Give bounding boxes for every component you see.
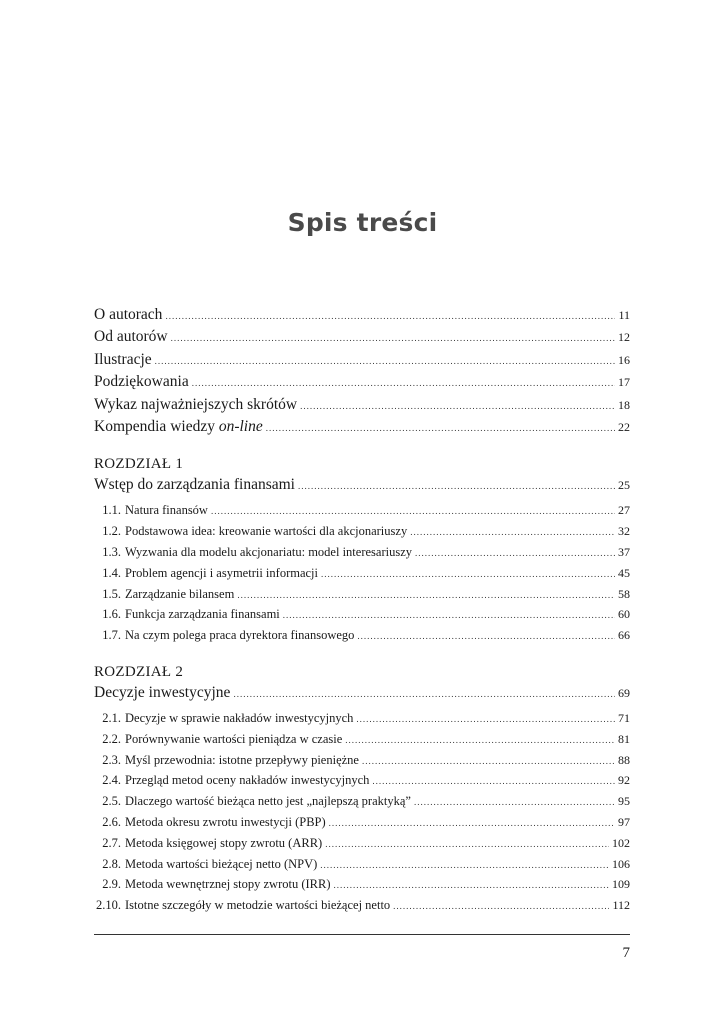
section-entry — [94, 500, 630, 521]
toc-entry-label: Od autorów — [94, 328, 168, 346]
section-number: 1.7. — [102, 628, 121, 643]
toc-entry-label: Podziękowania — [94, 373, 189, 391]
section-entry — [94, 708, 630, 729]
toc-entry-label: Ilustracje — [94, 350, 152, 368]
leader-dots — [321, 564, 615, 585]
section-title: Dlaczego wartość bieżąca netto jest „najlepszą praktyką” — [125, 794, 411, 809]
toc-entry-wykaz-skrotow — [94, 394, 630, 416]
section-page: 81 — [618, 731, 630, 746]
section-title: Metoda wartości bieżącej netto (NPV) — [125, 856, 318, 871]
section-entry — [94, 604, 630, 625]
section-page: 37 — [618, 544, 630, 559]
toc-entry-page: 17 — [618, 375, 630, 390]
section-title: Decyzje w sprawie nakładów inwestycyjnych — [125, 710, 354, 725]
section-entry — [94, 729, 630, 750]
leader-dots — [266, 417, 615, 439]
toc-entry-page: 11 — [618, 308, 630, 322]
leader-dots — [211, 501, 615, 522]
leader-dots — [233, 683, 615, 705]
leader-dots — [192, 372, 615, 394]
section-title: Przegląd metod oceny nakładów inwestycyjnych — [125, 773, 370, 788]
page-number: 7 — [622, 945, 630, 961]
section-entry — [94, 791, 630, 812]
section-title: Metoda wewnętrznej stopy zwrotu (IRR) — [125, 877, 331, 892]
section-page: 109 — [612, 877, 630, 892]
leader-dots — [345, 730, 615, 751]
leader-dots — [362, 751, 615, 772]
section-number: 2.4. — [102, 773, 121, 788]
toc-entry-page: 18 — [618, 397, 630, 412]
section-number: 2.7. — [102, 835, 121, 850]
leader-dots — [372, 771, 615, 792]
chapter-2-label: ROZDZIAŁ 2 — [94, 663, 184, 680]
section-number: 2.10. — [96, 898, 121, 913]
toc-entry-label: Wykaz najważniejszych skrótów — [94, 395, 298, 413]
chapter-1-label: ROZDZIAŁ 1 — [94, 456, 184, 473]
toc-entry-o-autorach — [94, 304, 630, 326]
chapter-title: Decyzje inwestycyjne — [94, 683, 231, 701]
leader-dots — [356, 709, 615, 730]
section-page: 92 — [618, 773, 630, 788]
leader-dots — [165, 305, 615, 327]
toc-entry-label — [94, 416, 263, 438]
section-title: Porównywanie wartości pieniądza w czasie — [125, 731, 343, 746]
section-entry — [94, 584, 630, 605]
section-page: 102 — [612, 835, 630, 850]
section-page: 97 — [618, 814, 630, 829]
section-title: Problem agencji i asymetrii informacji — [125, 565, 318, 580]
section-page: 106 — [612, 856, 630, 871]
toc-entry-page: 12 — [618, 330, 630, 345]
leader-dots — [155, 350, 615, 372]
section-number: 2.5. — [102, 794, 121, 809]
section-page: 95 — [618, 794, 630, 809]
section-number: 2.1. — [102, 710, 121, 725]
section-number: 1.6. — [102, 607, 121, 622]
chapter-page: 69 — [618, 685, 630, 700]
leader-dots — [171, 327, 615, 349]
section-page: 60 — [618, 607, 630, 622]
leader-dots — [283, 605, 615, 626]
section-page: 27 — [618, 503, 630, 518]
leader-dots — [334, 875, 610, 896]
toc-entry-page: 22 — [618, 419, 630, 434]
leader-dots — [237, 585, 615, 606]
section-page: 66 — [618, 628, 630, 643]
page-title: Spis treści — [287, 208, 438, 237]
section-number: 2.9. — [102, 877, 121, 892]
section-title: Zarządzanie bilansem — [125, 586, 235, 601]
chapter-page: 25 — [618, 478, 630, 493]
section-number: 1.1. — [102, 503, 121, 518]
section-page: 58 — [618, 586, 630, 601]
toc-entry-ilustracje — [94, 349, 630, 371]
section-number: 1.4. — [102, 565, 121, 580]
section-page: 88 — [618, 752, 630, 767]
leader-dots — [357, 626, 615, 647]
leader-dots — [325, 834, 609, 855]
section-number: 1.5. — [102, 586, 121, 601]
table-of-contents — [94, 304, 630, 916]
section-title: Myśl przewodnia: istotne przepływy pieniężne — [125, 752, 359, 767]
leader-dots — [298, 475, 615, 497]
section-entry — [94, 854, 630, 875]
section-entry — [94, 770, 630, 791]
leader-dots — [329, 813, 615, 834]
section-entry — [94, 563, 630, 584]
section-page: 32 — [618, 524, 630, 539]
chapter-title: Wstęp do zarządzania finansami — [94, 476, 295, 494]
toc-entry-page: 16 — [618, 352, 630, 367]
section-entry — [94, 542, 630, 563]
section-number: 2.8. — [102, 856, 121, 871]
toc-entry-podziekowania — [94, 371, 630, 393]
section-entry — [94, 625, 630, 646]
section-number: 1.2. — [102, 524, 121, 539]
toc-entry-label-italic: on-line — [218, 417, 263, 435]
section-number: 2.3. — [102, 752, 121, 767]
leader-dots — [415, 543, 615, 564]
section-title: Natura finansów — [125, 503, 208, 518]
section-entry — [94, 874, 630, 895]
section-page: 45 — [618, 565, 630, 580]
toc-entry-label-text: Kompendia wiedzy — [94, 417, 219, 435]
leader-dots — [414, 792, 615, 813]
leader-dots — [300, 395, 615, 417]
leader-dots — [320, 855, 609, 876]
section-title: Metoda okresu zwrotu inwestycji (PBP) — [125, 814, 326, 829]
footer-rule — [94, 934, 630, 935]
section-entry — [94, 750, 630, 771]
section-page: 71 — [618, 710, 630, 725]
section-number: 1.3. — [102, 544, 121, 559]
leader-dots — [410, 522, 615, 543]
section-title: Istotne szczegóły w metodzie wartości bieżącej netto — [125, 898, 391, 913]
section-number: 2.2. — [102, 731, 121, 746]
section-title: Wyzwania dla modelu akcjonariatu: model interesariuszy — [125, 544, 412, 559]
section-entry — [94, 521, 630, 542]
section-page: 112 — [612, 898, 630, 913]
chapter-2-title-entry — [94, 682, 630, 704]
section-title: Na czym polega praca dyrektora finansowego — [125, 628, 355, 643]
section-number: 2.6. — [102, 814, 121, 829]
toc-entry-label: O autorach — [94, 306, 163, 323]
section-title: Metoda księgowej stopy zwrotu (ARR) — [125, 835, 323, 850]
section-entry — [94, 812, 630, 833]
section-entry — [94, 833, 630, 854]
section-title: Funkcja zarządzania finansami — [125, 607, 280, 622]
section-title: Podstawowa idea: kreowanie wartości dla akcjonariuszy — [125, 524, 408, 539]
toc-entry-kompendia — [94, 416, 630, 438]
toc-entry-od-autorow — [94, 326, 630, 348]
leader-dots — [393, 896, 609, 917]
section-entry — [94, 895, 630, 916]
chapter-1-title-entry — [94, 474, 630, 496]
